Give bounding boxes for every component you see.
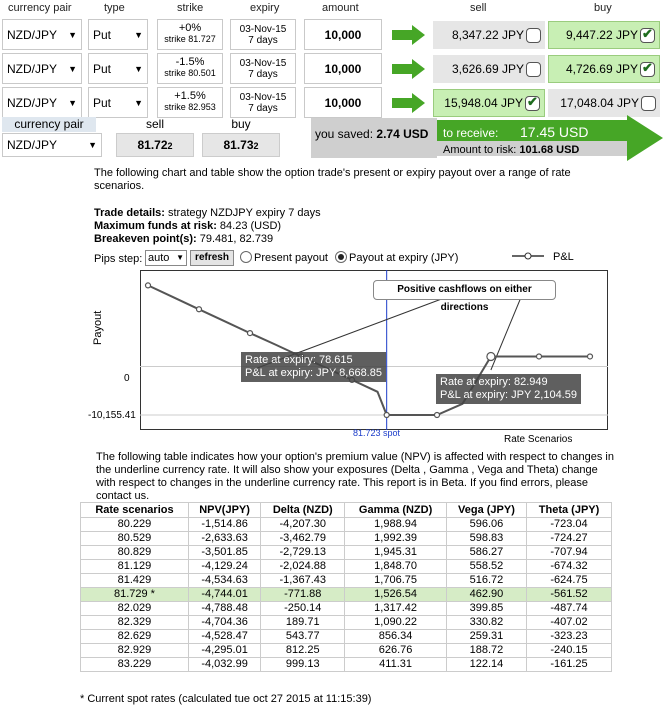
table-cell: 626.76 [345, 644, 447, 658]
expiry-payout-radio[interactable] [335, 251, 347, 263]
table-cell: 81.429 [81, 574, 189, 588]
table-cell: 598.83 [446, 532, 526, 546]
table-cell: -707.94 [527, 546, 612, 560]
y-axis-label-box: Payout [92, 310, 104, 345]
table-row [81, 574, 612, 588]
table-cell: 80.829 [81, 546, 189, 560]
sell-checkbox[interactable] [525, 96, 540, 111]
table-cell: -771.88 [261, 588, 345, 602]
receive-value: 17.45 USD [520, 124, 589, 140]
table-cell: -3,462.79 [261, 532, 345, 546]
table-cell: 122.14 [446, 658, 526, 672]
npv-table [80, 502, 612, 672]
header-currency-pair: currency pair [8, 2, 72, 14]
spot-label: 81.723 spot [353, 428, 401, 438]
table-cell: 82.029 [81, 602, 189, 616]
table-cell: 1,945.31 [345, 546, 447, 560]
risk-text: Amount to risk: 101.68 USD [443, 144, 580, 156]
buy-price-button[interactable]: 17,048.04 JPY [548, 89, 660, 117]
pair-select[interactable]: NZD/JPY ▼ [2, 19, 82, 50]
table-cell: -2,633.63 [188, 532, 260, 546]
table-cell: 411.31 [345, 658, 447, 672]
present-payout-label: Present payout [254, 252, 328, 264]
expiry-field[interactable]: 03-Nov-15 7 days [230, 53, 296, 84]
table-row [81, 644, 612, 658]
spot-pair-label: currency pair [2, 117, 96, 132]
table-cell: 82.629 [81, 630, 189, 644]
table-cell: 330.82 [446, 616, 526, 630]
table-cell: 543.77 [261, 630, 345, 644]
table-cell: 1,848.70 [345, 560, 447, 574]
buy-price-button[interactable]: 4,726.69 JPY ✔ [548, 55, 660, 83]
present-payout-radio[interactable] [240, 251, 252, 263]
pl-point [435, 413, 440, 418]
trade-details: Trade details: strategy NZDJPY expiry 7 days Maximum funds at risk: 84.23 (USD) Breakeven point(s): 79.481, 82.739 [94, 207, 321, 245]
type-select[interactable]: Put ▼ [88, 87, 148, 118]
table-cell: 812.25 [261, 644, 345, 658]
header-strike: strike [177, 2, 204, 14]
y-tick-min: -10,155.41 [88, 410, 136, 421]
sell-price-button[interactable]: 3,626.69 JPY [433, 55, 545, 83]
pl-point [588, 354, 593, 359]
table-cell: 586.27 [446, 546, 526, 560]
table-cell: -724.27 [527, 532, 612, 546]
table-cell: 80.529 [81, 532, 189, 546]
table-cell: 596.06 [446, 518, 526, 532]
pair-select[interactable]: NZD/JPY ▼ [2, 87, 82, 118]
npv-header-cell: NPV(JPY) [188, 503, 260, 518]
table-cell: -2,024.88 [261, 560, 345, 574]
spot-sell-price: 81.722 [116, 133, 194, 157]
pl-point [384, 413, 389, 418]
table-cell: -161.25 [527, 658, 612, 672]
sell-price-button[interactable]: 8,347.22 JPY [433, 21, 545, 49]
table-cell: -4,788.48 [188, 602, 260, 616]
sell-price-button[interactable]: 15,948.04 JPY ✔ [433, 89, 545, 117]
buy-checkbox[interactable] [641, 96, 656, 111]
spot-sell-label: sell [145, 117, 164, 131]
npv-header-cell: Rate scenarios [81, 503, 189, 518]
spot-buy-price: 81.732 [202, 133, 280, 157]
buy-price-button[interactable]: 9,447.22 JPY ✔ [548, 21, 660, 49]
annotation-callout: Positive cashflows on either directions [373, 280, 556, 300]
strike-field[interactable]: -1.5% strike 80.501 [157, 53, 223, 84]
table-cell: -2,729.13 [261, 546, 345, 560]
table-cell: 558.52 [446, 560, 526, 574]
legend-line [510, 251, 546, 261]
amount-input[interactable]: 10,000 [304, 19, 382, 50]
arrow-right-icon [392, 93, 426, 113]
table-cell: 1,526.54 [345, 588, 447, 602]
strike-field[interactable]: +1.5% strike 82.953 [157, 87, 223, 118]
table-cell: 259.31 [446, 630, 526, 644]
table-cell: 188.72 [446, 644, 526, 658]
header-type: type [104, 2, 125, 14]
table-row [81, 630, 612, 644]
table-cell: 1,090.22 [345, 616, 447, 630]
table-cell: 81.729 * [81, 588, 189, 602]
pl-point [146, 283, 151, 288]
pips-step-select[interactable]: auto ▼ [145, 250, 187, 266]
npv-intro-text: The following table indicates how your option's premium value (NPV) is affected with respect to changes in the underline currency rate. It will also show your exposures (Delta , Gamma , Vega and Theta) change with respect to changes in the underline currency rate. This report is in Beta. If you find errors, please contact us. [96, 451, 614, 502]
arrow-right-icon [392, 59, 426, 79]
npv-header-cell: Delta (NZD) [261, 503, 345, 518]
table-cell: 82.329 [81, 616, 189, 630]
tooltip-right: Rate at expiry: 82.949 P&L at expiry: JPY 2,104.59 [436, 374, 581, 404]
table-cell: -624.75 [527, 574, 612, 588]
sell-checkbox[interactable] [526, 62, 541, 77]
header-amount: amount [322, 2, 359, 14]
table-cell: -674.32 [527, 560, 612, 574]
table-row [81, 602, 612, 616]
sell-checkbox[interactable] [526, 28, 541, 43]
table-cell: -3,501.85 [188, 546, 260, 560]
header-buy: buy [594, 2, 612, 14]
pips-step-label: Pips step: [94, 253, 143, 265]
tooltip-left: Rate at expiry: 78.615 P&L at expiry: JPY 8,668.85 [241, 352, 386, 382]
type-select[interactable]: Put ▼ [88, 19, 148, 50]
spot-buy-label: buy [231, 117, 251, 131]
table-cell: -4,032.99 [188, 658, 260, 672]
y-tick-zero: 0 [124, 373, 130, 384]
table-row [81, 546, 612, 560]
table-row [81, 616, 612, 630]
table-cell: 1,317.42 [345, 602, 447, 616]
table-cell: -723.04 [527, 518, 612, 532]
expiry-field[interactable]: 03-Nov-15 7 days [230, 87, 296, 118]
table-cell: 189.71 [261, 616, 345, 630]
type-select[interactable]: Put ▼ [88, 53, 148, 84]
table-row [81, 560, 612, 574]
table-cell: -4,295.01 [188, 644, 260, 658]
pl-point [248, 331, 253, 336]
refresh-button[interactable]: refresh [190, 250, 234, 266]
intro-text: The following chart and table show the option trade's present or expiry payout over a range of rate scenarios. [94, 167, 571, 192]
table-cell: -1,514.86 [188, 518, 260, 532]
x-axis-label: Rate Scenarios [504, 434, 573, 445]
table-cell: 83.229 [81, 658, 189, 672]
strike-field[interactable]: +0% strike 81.727 [157, 19, 223, 50]
savings-box: you saved: 2.74 USD [311, 118, 437, 158]
table-cell: -240.15 [527, 644, 612, 658]
table-cell: 399.85 [446, 602, 526, 616]
npv-header-cell: Theta (JPY) [527, 503, 612, 518]
header-expiry: expiry [250, 2, 280, 14]
npv-header-cell: Gamma (NZD) [345, 503, 447, 518]
amount-input[interactable]: 10,000 [304, 53, 382, 84]
footnote: * Current spot rates (calculated tue oct 27 2015 at 11:15:39) [80, 693, 372, 705]
table-cell: -4,129.24 [188, 560, 260, 574]
receive-label: to receive: [443, 126, 499, 140]
table-cell: 1,988.94 [345, 518, 447, 532]
table-cell: 516.72 [446, 574, 526, 588]
table-row [81, 588, 612, 602]
npv-header-cell: Vega (JPY) [446, 503, 526, 518]
table-cell: -487.74 [527, 602, 612, 616]
header-sell: sell [470, 2, 487, 14]
pl-point [487, 352, 495, 360]
table-cell: -4,534.63 [188, 574, 260, 588]
table-cell: 1,706.75 [345, 574, 447, 588]
pl-point [197, 307, 202, 312]
table-cell: -561.52 [527, 588, 612, 602]
amount-input[interactable]: 10,000 [304, 87, 382, 118]
pair-select[interactable]: NZD/JPY ▼ [2, 53, 82, 84]
table-row [81, 518, 612, 532]
pl-point [537, 354, 542, 359]
table-cell: 856.34 [345, 630, 447, 644]
table-cell: 82.929 [81, 644, 189, 658]
table-row [81, 658, 612, 672]
legend-label: P&L [553, 251, 574, 263]
table-cell: 80.229 [81, 518, 189, 532]
table-cell: 999.13 [261, 658, 345, 672]
table-row [81, 532, 612, 546]
table-cell: -4,744.01 [188, 588, 260, 602]
table-cell: -323.23 [527, 630, 612, 644]
table-cell: -4,207.30 [261, 518, 345, 532]
spot-pair-select[interactable]: NZD/JPY ▼ [2, 133, 102, 157]
buy-checkbox[interactable] [640, 62, 655, 77]
expiry-payout-label: Payout at expiry (JPY) [349, 252, 459, 264]
table-cell: -407.02 [527, 616, 612, 630]
arrow-right-icon [392, 25, 426, 45]
table-cell: -4,704.36 [188, 616, 260, 630]
table-cell: 81.129 [81, 560, 189, 574]
table-cell: -4,528.47 [188, 630, 260, 644]
table-cell: -1,367.43 [261, 574, 345, 588]
expiry-field[interactable]: 03-Nov-15 7 days [230, 19, 296, 50]
table-cell: 1,992.39 [345, 532, 447, 546]
table-cell: 462.90 [446, 588, 526, 602]
table-cell: -250.14 [261, 602, 345, 616]
buy-checkbox[interactable] [640, 28, 655, 43]
